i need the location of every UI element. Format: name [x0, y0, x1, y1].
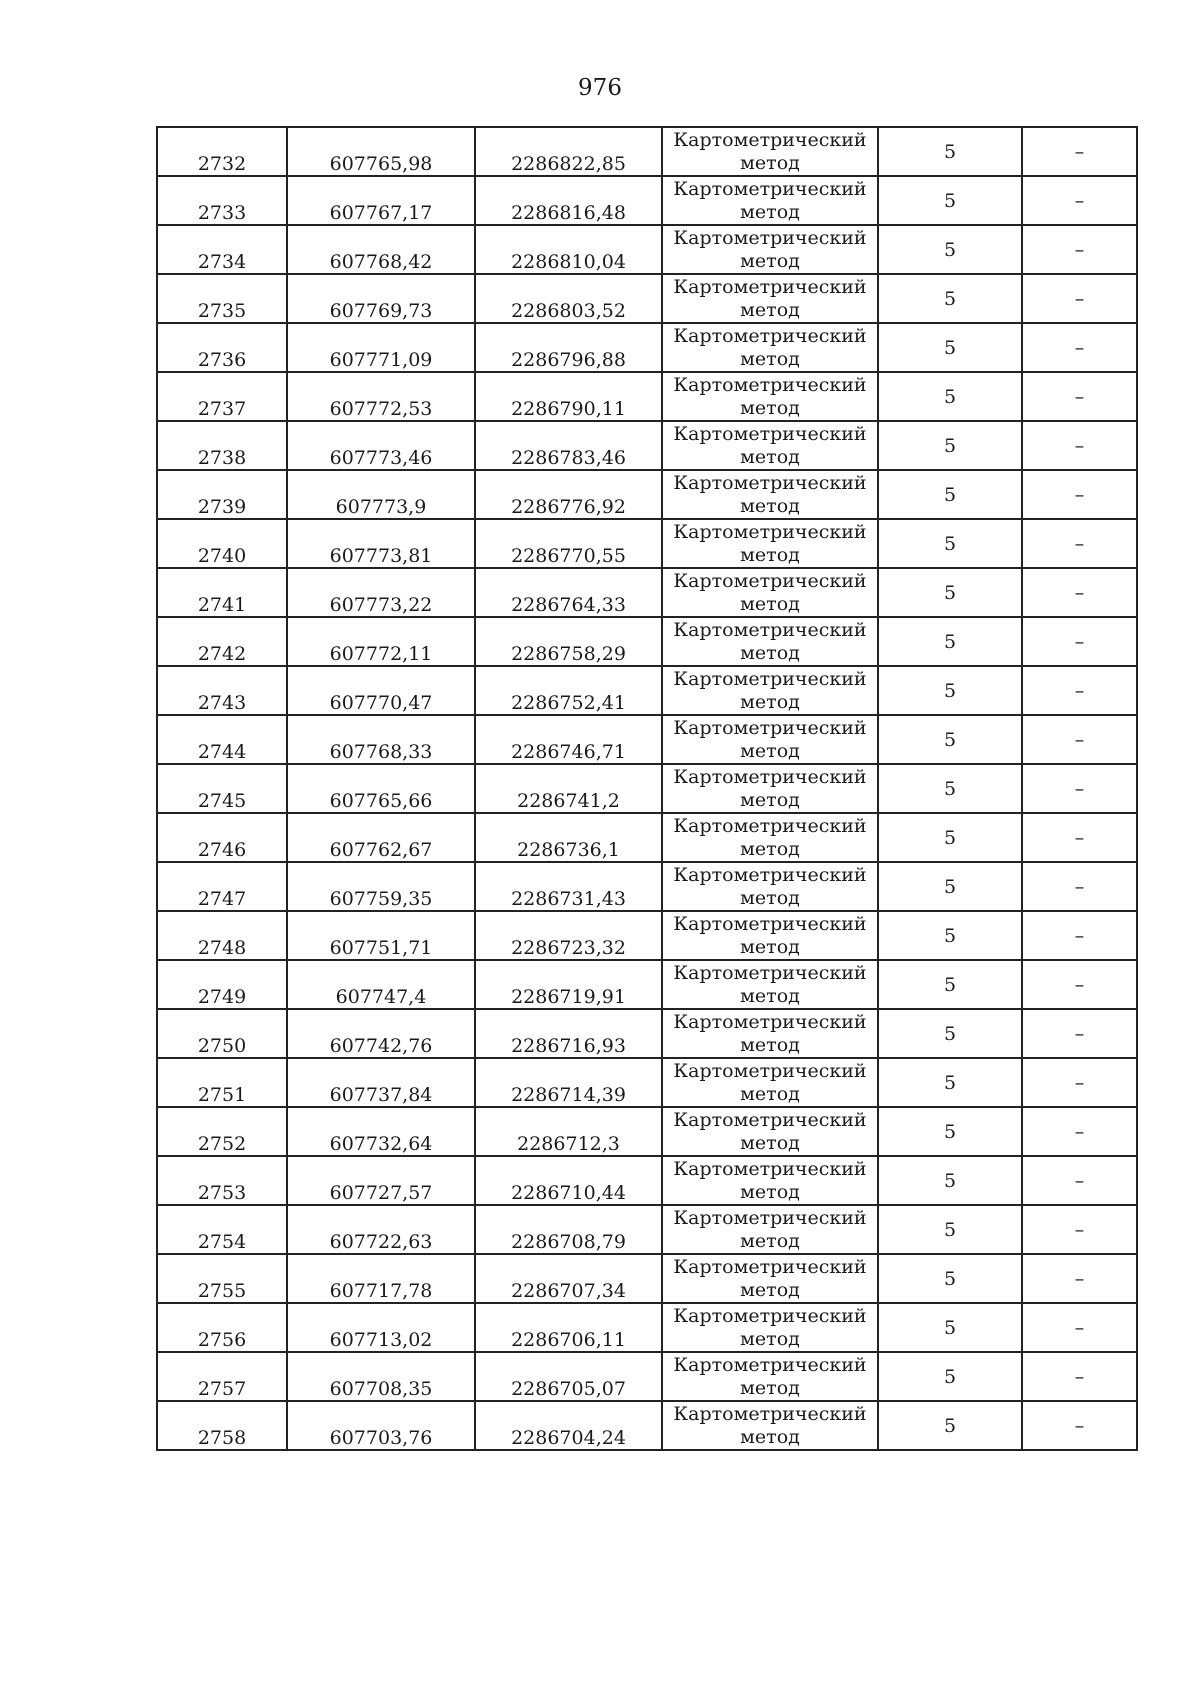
note-cell: – — [1022, 1156, 1137, 1205]
method-line-2: метод — [740, 396, 800, 419]
method-line-1: Картометрический — [673, 1010, 867, 1033]
method-line-1: Картометрический — [673, 1108, 867, 1131]
method-line-1: Картометрический — [673, 1353, 867, 1376]
note-cell: – — [1022, 715, 1137, 764]
y-coordinate-cell: 2286714,39 — [475, 1058, 662, 1107]
method-line-1: Картометрический — [673, 765, 867, 788]
x-coordinate-cell: 607773,81 — [287, 519, 475, 568]
y-coordinate-cell: 2286770,55 — [475, 519, 662, 568]
accuracy-cell: 5 — [878, 323, 1022, 372]
x-coordinate-cell: 607772,53 — [287, 372, 475, 421]
point-number-cell: 2739 — [157, 470, 287, 519]
x-coordinate-cell: 607727,57 — [287, 1156, 475, 1205]
method-cell — [662, 813, 878, 862]
y-coordinate-cell: 2286746,71 — [475, 715, 662, 764]
table-row — [157, 568, 1137, 617]
y-coordinate-cell: 2286736,1 — [475, 813, 662, 862]
method-cell — [662, 1401, 878, 1450]
method-line-2: метод — [740, 298, 800, 321]
method-line-2: метод — [740, 1180, 800, 1203]
note-cell: – — [1022, 1352, 1137, 1401]
method-cell — [662, 470, 878, 519]
method-line-2: метод — [740, 1278, 800, 1301]
note-cell: – — [1022, 323, 1137, 372]
method-line-2: метод — [740, 1425, 800, 1448]
point-number-cell: 2743 — [157, 666, 287, 715]
x-coordinate-cell: 607732,64 — [287, 1107, 475, 1156]
method-line-1: Картометрический — [673, 1059, 867, 1082]
method-cell — [662, 568, 878, 617]
method-cell — [662, 372, 878, 421]
point-number-cell: 2754 — [157, 1205, 287, 1254]
accuracy-cell: 5 — [878, 1156, 1022, 1205]
x-coordinate-cell: 607773,22 — [287, 568, 475, 617]
note-cell: – — [1022, 372, 1137, 421]
table-row — [157, 372, 1137, 421]
point-number-cell: 2736 — [157, 323, 287, 372]
table-row — [157, 1156, 1137, 1205]
y-coordinate-cell: 2286810,04 — [475, 225, 662, 274]
method-line-1: Картометрический — [673, 1157, 867, 1180]
accuracy-cell: 5 — [878, 421, 1022, 470]
x-coordinate-cell: 607751,71 — [287, 911, 475, 960]
note-cell: – — [1022, 519, 1137, 568]
method-line-1: Картометрический — [673, 1304, 867, 1327]
x-coordinate-cell: 607713,02 — [287, 1303, 475, 1352]
x-coordinate-cell: 607762,67 — [287, 813, 475, 862]
note-cell: – — [1022, 1009, 1137, 1058]
method-line-2: метод — [740, 249, 800, 272]
method-line-2: метод — [740, 837, 800, 860]
accuracy-cell: 5 — [878, 960, 1022, 1009]
accuracy-cell: 5 — [878, 1205, 1022, 1254]
note-cell: – — [1022, 274, 1137, 323]
x-coordinate-cell: 607772,11 — [287, 617, 475, 666]
method-line-1: Картометрический — [673, 618, 867, 641]
y-coordinate-cell: 2286822,85 — [475, 127, 662, 176]
method-cell — [662, 1156, 878, 1205]
table-row — [157, 1107, 1137, 1156]
table-row — [157, 1058, 1137, 1107]
method-line-2: метод — [740, 151, 800, 174]
point-number-cell: 2734 — [157, 225, 287, 274]
method-line-2: метод — [740, 1229, 800, 1252]
method-line-1: Картометрический — [673, 471, 867, 494]
accuracy-cell: 5 — [878, 176, 1022, 225]
note-cell: – — [1022, 911, 1137, 960]
table-row — [157, 764, 1137, 813]
y-coordinate-cell: 2286758,29 — [475, 617, 662, 666]
method-line-1: Картометрический — [673, 1206, 867, 1229]
point-number-cell: 2756 — [157, 1303, 287, 1352]
method-line-1: Картометрический — [673, 1402, 867, 1425]
point-number-cell: 2740 — [157, 519, 287, 568]
table-row — [157, 617, 1137, 666]
note-cell: – — [1022, 666, 1137, 715]
point-number-cell: 2753 — [157, 1156, 287, 1205]
y-coordinate-cell: 2286816,48 — [475, 176, 662, 225]
y-coordinate-cell: 2286704,24 — [475, 1401, 662, 1450]
method-line-2: метод — [740, 690, 800, 713]
accuracy-cell: 5 — [878, 911, 1022, 960]
accuracy-cell: 5 — [878, 715, 1022, 764]
accuracy-cell: 5 — [878, 1009, 1022, 1058]
table-row — [157, 862, 1137, 911]
table-row — [157, 1205, 1137, 1254]
table-row — [157, 1009, 1137, 1058]
y-coordinate-cell: 2286706,11 — [475, 1303, 662, 1352]
point-number-cell: 2742 — [157, 617, 287, 666]
point-number-cell: 2758 — [157, 1401, 287, 1450]
table-row — [157, 813, 1137, 862]
coordinates-table-body — [157, 127, 1137, 1450]
point-number-cell: 2750 — [157, 1009, 287, 1058]
method-cell — [662, 715, 878, 764]
table-row — [157, 960, 1137, 1009]
method-line-2: метод — [740, 935, 800, 958]
coordinates-table — [156, 126, 1138, 1451]
accuracy-cell: 5 — [878, 470, 1022, 519]
x-coordinate-cell: 607765,98 — [287, 127, 475, 176]
y-coordinate-cell: 2286731,43 — [475, 862, 662, 911]
x-coordinate-cell: 607765,66 — [287, 764, 475, 813]
x-coordinate-cell: 607771,09 — [287, 323, 475, 372]
table-row — [157, 127, 1137, 176]
note-cell: – — [1022, 764, 1137, 813]
note-cell: – — [1022, 176, 1137, 225]
y-coordinate-cell: 2286723,32 — [475, 911, 662, 960]
y-coordinate-cell: 2286776,92 — [475, 470, 662, 519]
point-number-cell: 2738 — [157, 421, 287, 470]
point-number-cell: 2752 — [157, 1107, 287, 1156]
method-line-1: Картометрический — [673, 1255, 867, 1278]
note-cell: – — [1022, 1254, 1137, 1303]
accuracy-cell: 5 — [878, 813, 1022, 862]
note-cell: – — [1022, 470, 1137, 519]
method-cell — [662, 1058, 878, 1107]
method-line-1: Картометрический — [673, 177, 867, 200]
method-cell — [662, 1254, 878, 1303]
method-cell — [662, 764, 878, 813]
table-row — [157, 911, 1137, 960]
method-cell — [662, 1009, 878, 1058]
table-row — [157, 1401, 1137, 1450]
point-number-cell: 2749 — [157, 960, 287, 1009]
y-coordinate-cell: 2286803,52 — [475, 274, 662, 323]
method-cell — [662, 1107, 878, 1156]
method-cell — [662, 960, 878, 1009]
method-line-1: Картометрический — [673, 128, 867, 151]
note-cell: – — [1022, 960, 1137, 1009]
method-line-2: метод — [740, 1327, 800, 1350]
method-cell — [662, 1352, 878, 1401]
y-coordinate-cell: 2286708,79 — [475, 1205, 662, 1254]
method-line-1: Картометрический — [673, 226, 867, 249]
method-cell — [662, 127, 878, 176]
y-coordinate-cell: 2286707,34 — [475, 1254, 662, 1303]
method-line-2: метод — [740, 1376, 800, 1399]
method-line-1: Картометрический — [673, 912, 867, 935]
y-coordinate-cell: 2286719,91 — [475, 960, 662, 1009]
method-cell — [662, 1205, 878, 1254]
method-line-1: Картометрический — [673, 422, 867, 445]
x-coordinate-cell: 607768,42 — [287, 225, 475, 274]
y-coordinate-cell: 2286710,44 — [475, 1156, 662, 1205]
method-line-2: метод — [740, 984, 800, 1007]
table-row — [157, 519, 1137, 568]
note-cell: – — [1022, 421, 1137, 470]
x-coordinate-cell: 607708,35 — [287, 1352, 475, 1401]
method-cell — [662, 274, 878, 323]
table-row — [157, 1254, 1137, 1303]
x-coordinate-cell: 607742,76 — [287, 1009, 475, 1058]
x-coordinate-cell: 607767,17 — [287, 176, 475, 225]
table-row — [157, 225, 1137, 274]
method-line-2: метод — [740, 445, 800, 468]
point-number-cell: 2737 — [157, 372, 287, 421]
method-line-1: Картометрический — [673, 961, 867, 984]
x-coordinate-cell: 607747,4 — [287, 960, 475, 1009]
table-row — [157, 715, 1137, 764]
method-line-2: метод — [740, 347, 800, 370]
y-coordinate-cell: 2286783,46 — [475, 421, 662, 470]
note-cell: – — [1022, 1058, 1137, 1107]
table-row — [157, 1303, 1137, 1352]
accuracy-cell: 5 — [878, 568, 1022, 617]
x-coordinate-cell: 607717,78 — [287, 1254, 475, 1303]
y-coordinate-cell: 2286741,2 — [475, 764, 662, 813]
x-coordinate-cell: 607769,73 — [287, 274, 475, 323]
x-coordinate-cell: 607770,47 — [287, 666, 475, 715]
method-cell — [662, 421, 878, 470]
method-line-1: Картометрический — [673, 520, 867, 543]
y-coordinate-cell: 2286790,11 — [475, 372, 662, 421]
note-cell: – — [1022, 1107, 1137, 1156]
table-row — [157, 666, 1137, 715]
method-cell — [662, 323, 878, 372]
method-line-2: метод — [740, 788, 800, 811]
point-number-cell: 2744 — [157, 715, 287, 764]
x-coordinate-cell: 607768,33 — [287, 715, 475, 764]
note-cell: – — [1022, 225, 1137, 274]
method-line-2: метод — [740, 592, 800, 615]
method-line-1: Картометрический — [673, 667, 867, 690]
y-coordinate-cell: 2286752,41 — [475, 666, 662, 715]
method-line-1: Картометрический — [673, 716, 867, 739]
note-cell: – — [1022, 617, 1137, 666]
method-line-1: Картометрический — [673, 373, 867, 396]
method-line-2: метод — [740, 1131, 800, 1154]
table-row — [157, 1352, 1137, 1401]
method-line-2: метод — [740, 641, 800, 664]
y-coordinate-cell: 2286796,88 — [475, 323, 662, 372]
page-number: 976 — [578, 75, 622, 101]
method-line-1: Картометрический — [673, 814, 867, 837]
y-coordinate-cell: 2286705,07 — [475, 1352, 662, 1401]
accuracy-cell: 5 — [878, 1254, 1022, 1303]
table-row — [157, 470, 1137, 519]
x-coordinate-cell: 607737,84 — [287, 1058, 475, 1107]
point-number-cell: 2745 — [157, 764, 287, 813]
x-coordinate-cell: 607703,76 — [287, 1401, 475, 1450]
accuracy-cell: 5 — [878, 372, 1022, 421]
x-coordinate-cell: 607773,46 — [287, 421, 475, 470]
accuracy-cell: 5 — [878, 274, 1022, 323]
accuracy-cell: 5 — [878, 1352, 1022, 1401]
method-line-1: Картометрический — [673, 275, 867, 298]
point-number-cell: 2751 — [157, 1058, 287, 1107]
accuracy-cell: 5 — [878, 225, 1022, 274]
point-number-cell: 2755 — [157, 1254, 287, 1303]
method-line-1: Картометрический — [673, 324, 867, 347]
note-cell: – — [1022, 127, 1137, 176]
note-cell: – — [1022, 568, 1137, 617]
x-coordinate-cell: 607722,63 — [287, 1205, 475, 1254]
accuracy-cell: 5 — [878, 764, 1022, 813]
accuracy-cell: 5 — [878, 666, 1022, 715]
table-row — [157, 176, 1137, 225]
note-cell: – — [1022, 1401, 1137, 1450]
method-cell — [662, 666, 878, 715]
accuracy-cell: 5 — [878, 519, 1022, 568]
accuracy-cell: 5 — [878, 1107, 1022, 1156]
method-line-2: метод — [740, 494, 800, 517]
y-coordinate-cell: 2286716,93 — [475, 1009, 662, 1058]
point-number-cell: 2732 — [157, 127, 287, 176]
point-number-cell: 2733 — [157, 176, 287, 225]
method-line-2: метод — [740, 543, 800, 566]
y-coordinate-cell: 2286712,3 — [475, 1107, 662, 1156]
accuracy-cell: 5 — [878, 1401, 1022, 1450]
method-line-1: Картометрический — [673, 569, 867, 592]
method-cell — [662, 1303, 878, 1352]
point-number-cell: 2747 — [157, 862, 287, 911]
method-cell — [662, 862, 878, 911]
note-cell: – — [1022, 862, 1137, 911]
accuracy-cell: 5 — [878, 617, 1022, 666]
method-cell — [662, 617, 878, 666]
accuracy-cell: 5 — [878, 1058, 1022, 1107]
point-number-cell: 2741 — [157, 568, 287, 617]
table-row — [157, 323, 1137, 372]
note-cell: – — [1022, 1205, 1137, 1254]
x-coordinate-cell: 607759,35 — [287, 862, 475, 911]
y-coordinate-cell: 2286764,33 — [475, 568, 662, 617]
method-line-2: метод — [740, 200, 800, 223]
accuracy-cell: 5 — [878, 862, 1022, 911]
note-cell: – — [1022, 1303, 1137, 1352]
method-cell — [662, 519, 878, 568]
method-line-1: Картометрический — [673, 863, 867, 886]
accuracy-cell: 5 — [878, 127, 1022, 176]
method-line-2: метод — [740, 739, 800, 762]
point-number-cell: 2748 — [157, 911, 287, 960]
x-coordinate-cell: 607773,9 — [287, 470, 475, 519]
method-line-2: метод — [740, 1033, 800, 1056]
table-row — [157, 274, 1137, 323]
point-number-cell: 2757 — [157, 1352, 287, 1401]
method-line-2: метод — [740, 886, 800, 909]
note-cell: – — [1022, 813, 1137, 862]
method-cell — [662, 176, 878, 225]
method-cell — [662, 225, 878, 274]
method-cell — [662, 911, 878, 960]
table-row — [157, 421, 1137, 470]
point-number-cell: 2746 — [157, 813, 287, 862]
accuracy-cell: 5 — [878, 1303, 1022, 1352]
method-line-2: метод — [740, 1082, 800, 1105]
point-number-cell: 2735 — [157, 274, 287, 323]
